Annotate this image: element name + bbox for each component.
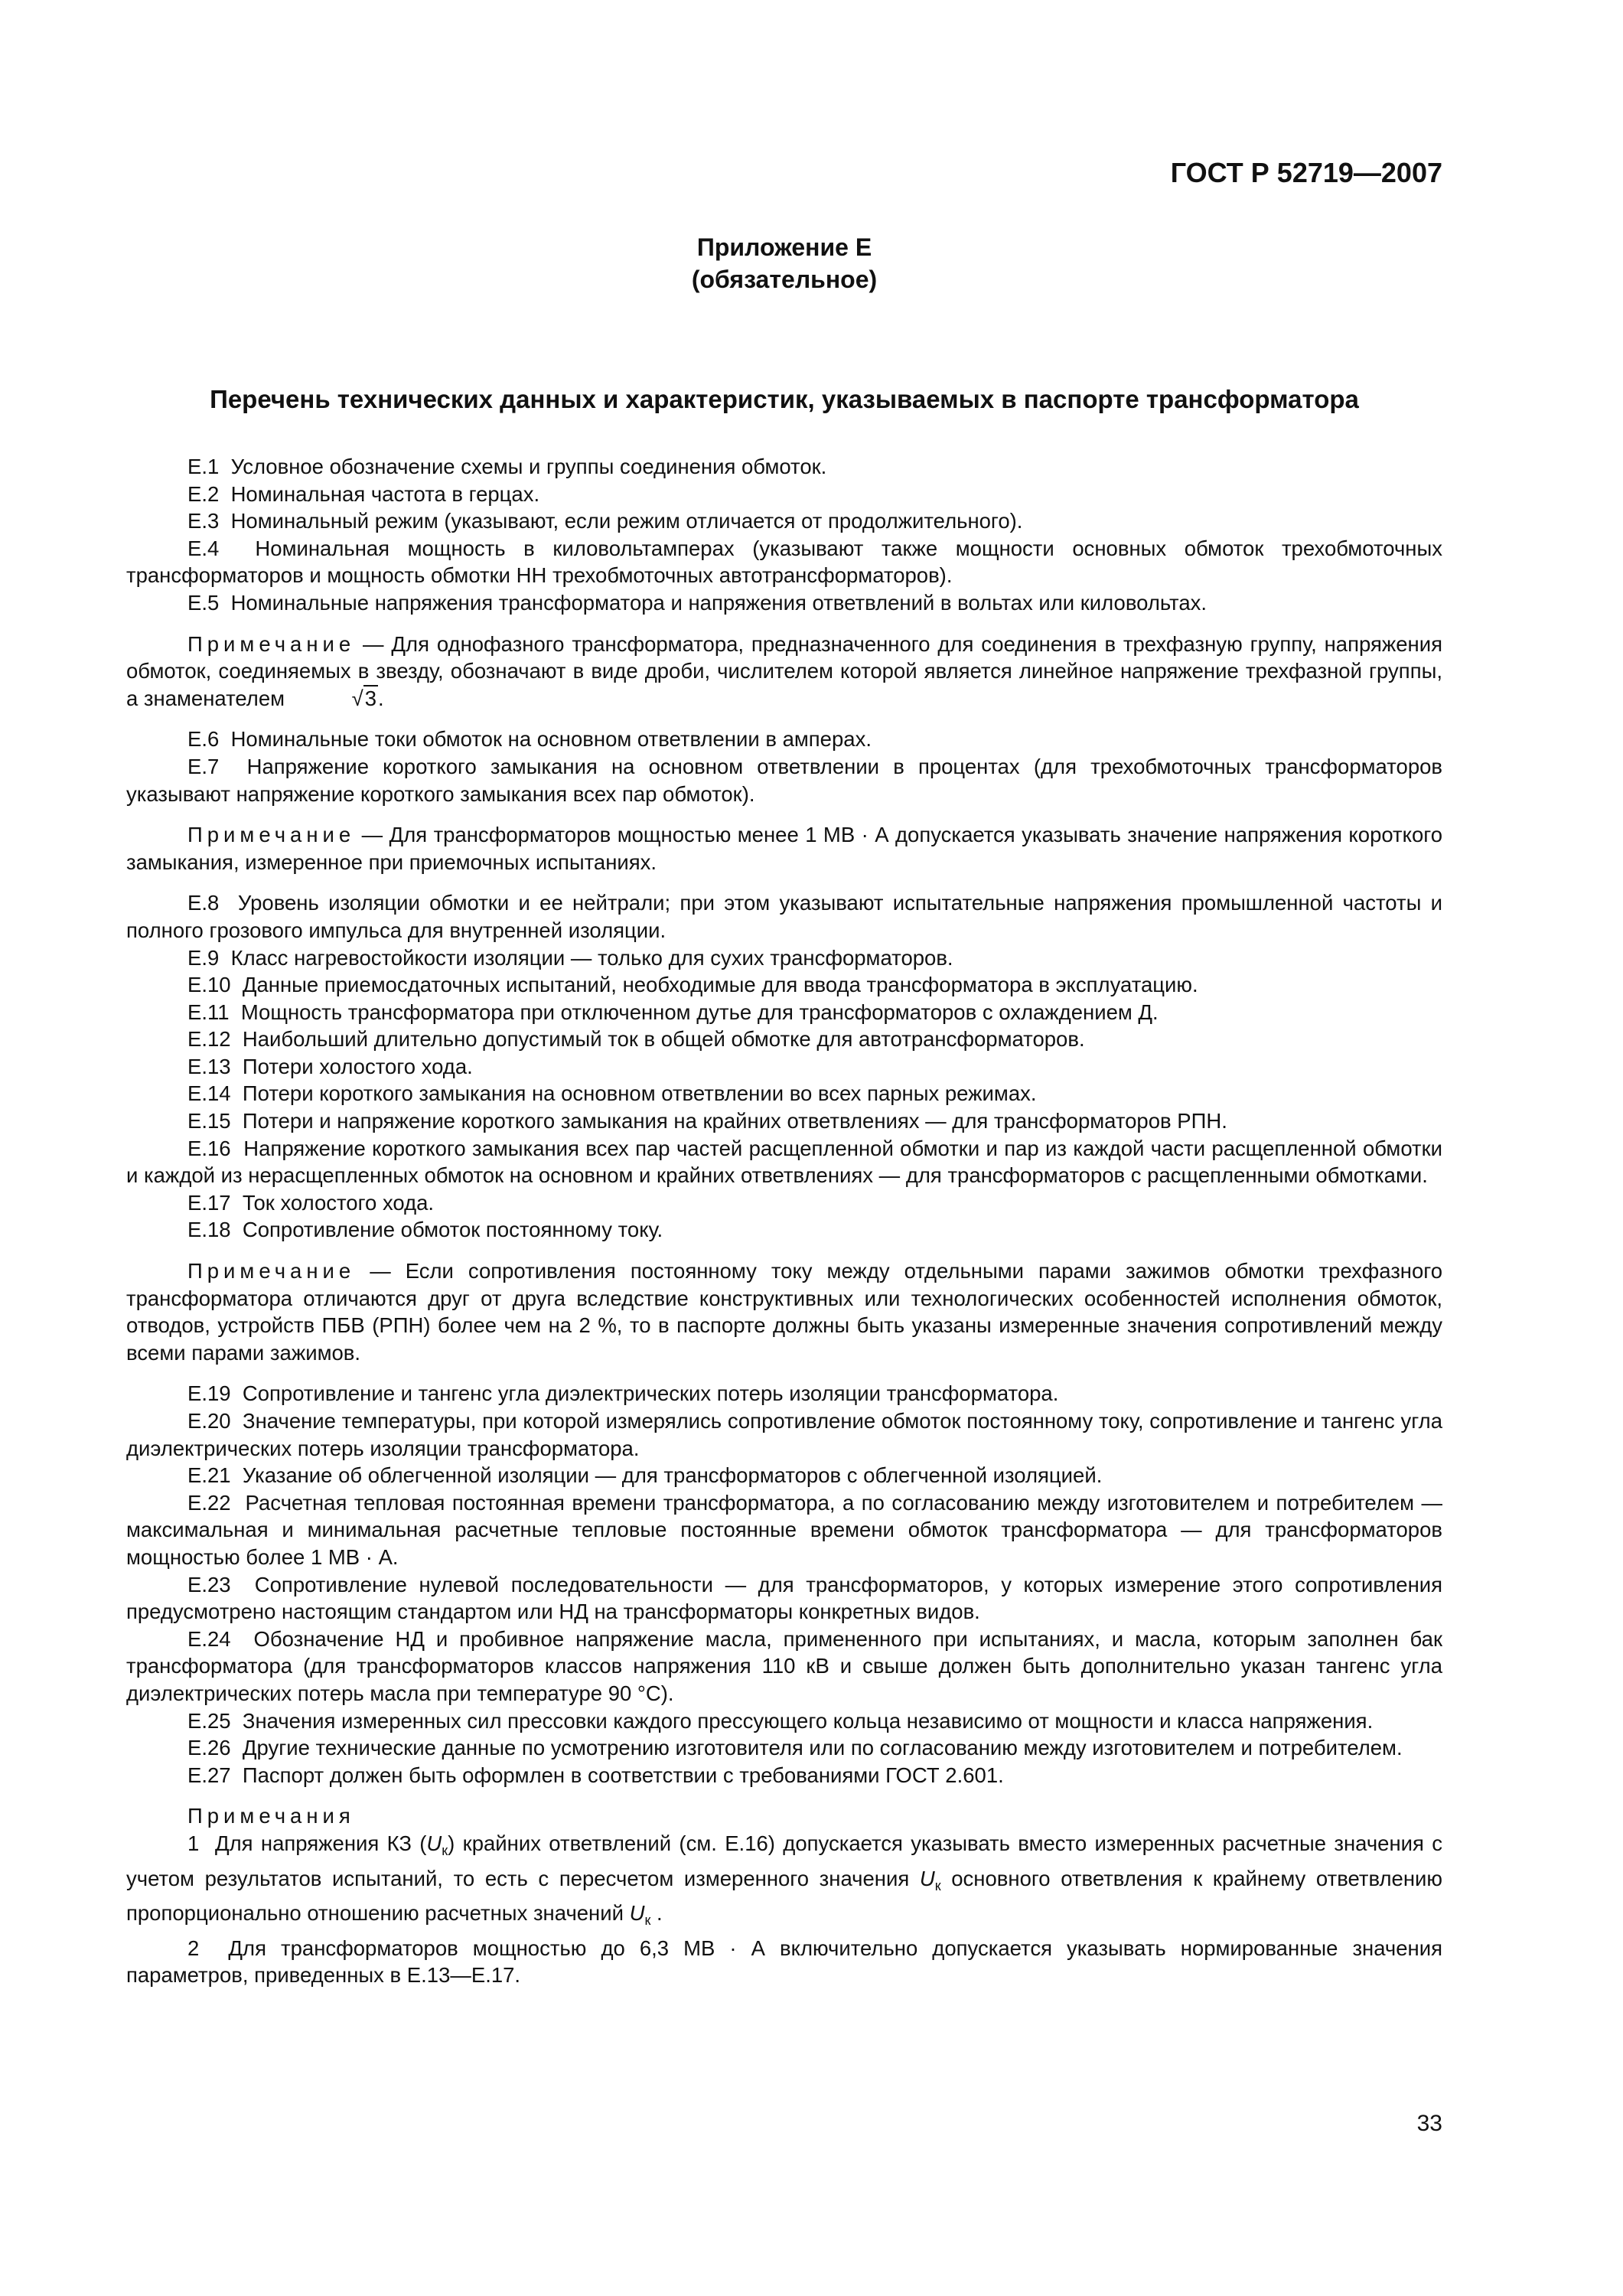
final-note-2: 2 Для трансформаторов мощностью до 6,3 МВ · А включительно допускается указывать нормированные значения параметров, приведенных в Е.13—Е.17. [126, 1936, 1442, 1988]
annex-status: (обязательное) [691, 266, 878, 293]
list-item: Е.16 Напряжение короткого замыкания всех пар частей расщепленной обмотки и пар из каждой части расщепленной обмотки и каждой из нерасщепленных обмоток на основном и крайних ответвлениях — для трансформаторов с расщепленными обмотками. [126, 1136, 1443, 1188]
note-label: Примечание [187, 1259, 356, 1283]
note-single-phase: Примечание — Для однофазного трансформатора, предназначенного для соединения в трехфазную группу, напряжения обмоток, соединяемых в звезду, обозначают в виде дроби, числителем которой является линейное напряжение трехфазной группы, а знаменателем √3. [126, 631, 1442, 713]
list-item: Е.18 Сопротивление обмоток постоянному току. [187, 1218, 663, 1242]
list-item: Е.7 Напряжение короткого замыкания на основном ответвлении в процентах (для трехобмоточных трансформаторов указывают напряжение короткого замыкания всех пар обмоток). [126, 754, 1443, 806]
list-item: Е.17 Ток холостого хода. [187, 1190, 435, 1215]
list-item: Е.12 Наибольший длительно допустимый ток в общей обмотке для автотрансформаторов. [187, 1027, 1085, 1052]
list-item: Е.5 Номинальные напряжения трансформатора и напряжения ответвлений в вольтах или киловольтах. [187, 590, 1207, 615]
list-item: Е.14 Потери короткого замыкания на основном ответвлении во всех парных режимах. [187, 1081, 1037, 1106]
list-item: Е.20 Значение температуры, при которой измерялись сопротивление обмоток постоянному току, сопротивление и тангенс угла диэлектрических потерь изоляции трансформатора. [126, 1409, 1443, 1460]
sqrt-symbol: √3 [351, 686, 377, 710]
list-item: Е.15 Потери и напряжение короткого замыкания на крайних ответвлениях — для трансформаторов РПН. [187, 1109, 1227, 1133]
list-item: Е.6 Номинальные токи обмоток на основном ответвлении в амперах. [187, 727, 872, 752]
list-item: Е.3 Номинальный режим (указывают, если режим отличается от продолжительного). [187, 509, 1023, 533]
document-body [126, 453, 1442, 1989]
section-title: Перечень технических данных и характеристик, указываемых в паспорте трансформатора [210, 385, 1359, 413]
list-item: Е.10 Данные приемосдаточных испытаний, необходимые для ввода трансформатора в эксплуатацию. [187, 973, 1198, 997]
list-item: Е.26 Другие технические данные по усмотрению изготовителя или по согласованию между изготовителем и потребителем. [187, 1736, 1403, 1760]
final-note-1: 1 Для напряжения КЗ $(U_к)$ крайних ответвлений (см. Е.16) допускается указывать вместо измеренных расчетные значения с учетом результатов испытаний, то есть с пересчетом измеренного значения $U_к$ основного ответвления к крайнему ответвлению пропорционально отношению расчетных значений $U_к$ . [126, 1831, 1442, 1929]
list-item: Е.24 Обозначение НД и пробивное напряжение масла, примененного при испытаниях, и масла, которым заполнен бак трансформатора (для трансформаторов классов напряжения 110 кВ и свыше должен быть дополнительно указан тангенс угла диэлектрических потерь масла при температуре 90 °С). [126, 1626, 1443, 1705]
page-number: 33 [1416, 2111, 1442, 2136]
list-item: Е.21 Указание об облегченной изоляции — для трансформаторов с облегченной изоляцией. [187, 1463, 1103, 1488]
note-label: Примечание [187, 631, 356, 656]
annex-heading [126, 231, 1442, 295]
notes-label: Примечания [187, 1804, 355, 1828]
list-item: Е.22 Расчетная тепловая постоянная времени трансформатора, а по согласованию между изготовителем и потребителем — максимальная и минимальная расчетные тепловые постоянные времени обмоток трансформатора — для трансформаторов мощностью более 1 МВ · А. [126, 1490, 1443, 1569]
list-item: Е.9 Класс нагревостойкости изоляции — только для сухих трансформаторов. [187, 945, 953, 970]
note-label: Примечание [187, 823, 356, 847]
list-item: Е.19 Сопротивление и тангенс угла диэлектрических потерь изоляции трансформатора. [187, 1381, 1059, 1406]
note-short-circuit: Примечание — Для трансформаторов мощностью менее 1 МВ · А допускается указывать значение напряжения короткого замыкания, измеренное при приемочных испытаниях. [126, 823, 1442, 874]
list-item: Е.2 Номинальная частота в герцах. [187, 481, 540, 506]
list-item: Е.4 Номинальная мощность в киловольтамперах (указывают также мощности основных обмоток трехобмоточных трансформаторов и мощность обмотки НН трехобмоточных автотрансформаторов). [126, 536, 1443, 588]
standard-code-header: ГОСТ Р 52719—2007 [1170, 157, 1442, 188]
list-item: Е.11 Мощность трансформатора при отключенном дутье для трансформаторов с охлаждением Д. [187, 1000, 1159, 1024]
list-item: Е.27 Паспорт должен быть оформлен в соответствии с требованиями ГОСТ 2.601. [187, 1763, 1004, 1787]
list-item: Е.13 Потери холостого хода. [187, 1054, 473, 1078]
note-dc-resistance: Примечание — Если сопротивления постоянному току между отдельными парами зажимов обмотки трехфазного трансформатора отличаются друг от друга вследствие конструктивных или технологических особенностей исполнения обмоток, отводов, устройств ПБВ (РПН) более чем на 2 %, то в паспорте должны быть указаны измеренные значения сопротивлений между всеми парами зажимов. [126, 1259, 1442, 1365]
annex-title: Приложение Е [696, 233, 872, 261]
list-item: Е.25 Значения измеренных сил прессовки каждого прессующего кольца независимо от мощности и класса напряжения. [187, 1708, 1374, 1733]
list-item: Е.23 Сопротивление нулевой последовательности — для трансформаторов, у которых измерение этого сопротивления предусмотрено настоящим стандартом или НД на трансформаторы конкретных видов. [126, 1572, 1443, 1624]
list-item: Е.8 Уровень изоляции обмотки и ее нейтрали; при этом указывают испытательные напряжения промышленной частоты и полного грозового импульса для внутренней изоляции. [126, 891, 1442, 942]
list-item: Е.1 Условное обозначение схемы и группы соединения обмоток. [187, 455, 827, 478]
